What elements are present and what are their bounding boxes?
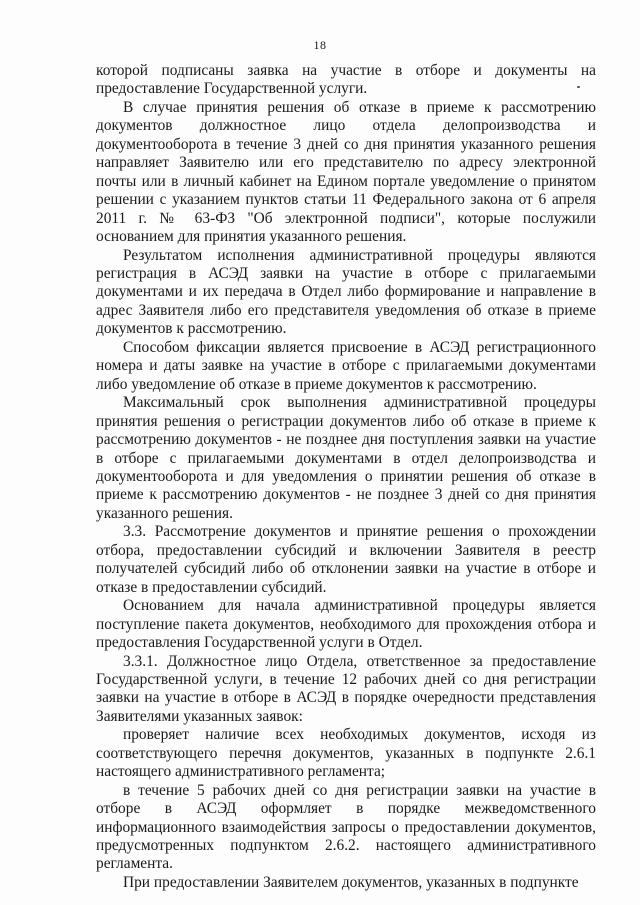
paragraph-checks-documents: проверяет наличие всех необходимых документов, исходя из соответствующего перечня документов, указанных в подпункте 2.6.1 настоящего административного регламента; [96, 726, 596, 781]
paragraph-section-3-3-1: 3.3.1. Должностное лицо Отдела, ответственное за предоставление Государственной услуги, в течение 12 рабочих дней со дня регистрации заявки на участие в отборе в АСЭД в порядке очередности представления Заявителями указанных заявок: [96, 652, 596, 725]
paragraph-continuation: которой подписаны заявка на участие в отборе и документы на предоставление Государственной услуги. [96, 62, 596, 98]
document-body [96, 62, 596, 892]
paragraph-refusal-notice: В случае принятия решения об отказе в приеме к рассмотрению документов должностное лицо отдела делопроизводства и документооборота в течение 3 дней со дня принятия указанного решения направляет Заявителю или его представителю по адресу электронной почты или в личный кабинет на Едином портале уведомление о принятом решении с указанием пунктов статьи 11 Федерального закона от 6 апреля 2011 г. № 63-ФЗ "Об электронной подписи", которые послужили основанием для принятия указанного решения. [96, 98, 596, 246]
paragraph-fixation-method: Способом фиксации является присвоение в АСЭД регистрационного номера и даты заявке на участие в отборе с прилагаемыми документами либо уведомление об отказе в приеме документов к рассмотрению. [96, 338, 596, 393]
paragraph-when-submitting: При предоставлении Заявителем документов, указанных в подпункте [123, 873, 579, 891]
page-number: 18 [313, 38, 327, 52]
paragraph-max-term: Максимальный срок выполнения административной процедуры принятия решения о регистрации документов либо об отказе в приеме к рассмотрению документов - не позднее дня поступления заявки на участие в отборе с прилагаемыми документами в отдел делопроизводства и документооборота и для уведомления о принятии решения об отказе в приеме к рассмотрению документов - не позднее 3 дней со дня принятия указанного решения. [96, 394, 596, 522]
paragraph-interagency-requests: в течение 5 рабочих дней со дня регистрации заявки на участие в отборе в АСЭД оформляет в порядке межведомственного информационного взаимодействия запросы о предоставлении документов, предусмотренных подпунктом 2.6.2. настоящего административного регламента. [96, 781, 596, 873]
paragraph-section-3-3: 3.3. Рассмотрение документов и принятие решения о прохождении отбора, предоставлении субсидий и включении Заявителя в реестр получателей субсидий либо об отклонении заявки на участие в отборе и отказе в предоставлении субсидий. [96, 523, 596, 596]
paragraph-procedure-result: Результатом исполнения административной процедуры являются регистрация в АСЭД заявки на участие в отборе с прилагаемыми документами и их передача в Отдел либо формирование и направление в адрес Заявителя либо его представителя уведомления об отказе в приеме документов к рассмотрению. [96, 246, 596, 338]
paragraph-basis: Основанием для начала административной процедуры является поступление пакета документов, необходимого для прохождения отбора и предоставления Государственной услуги в Отдел. [96, 597, 596, 652]
